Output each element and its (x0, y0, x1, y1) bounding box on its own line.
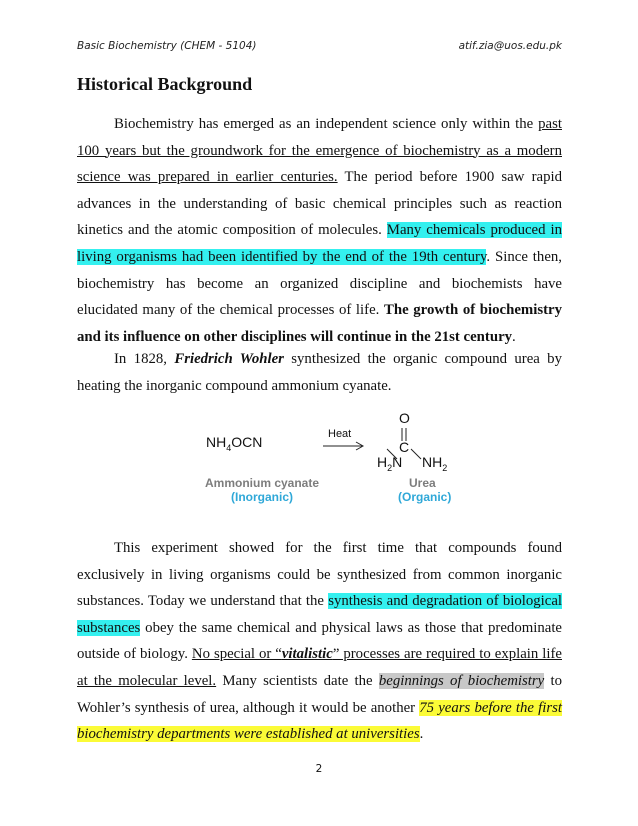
header-course-title: Basic Biochemistry (CHEM - 5104) (77, 40, 257, 52)
exp-text-1: This experiment showed for the first time that compounds found exclusively in living organisms could be synthesized from common inorganic substances. Today we understand that the (77, 540, 562, 610)
paragraph-wohler (77, 346, 562, 399)
highlight-19th-century: Many chemicals produced in living organisms had been identified by the end of the 19th century (77, 222, 562, 265)
paragraph-intro (77, 111, 562, 350)
header-email: atif.zia@uos.edu.pk (458, 40, 562, 52)
scientist-name: Friedrich Wohler (174, 351, 284, 367)
reactant-formula: $NH_4OCN$ (206, 434, 263, 453)
highlight-75-years: 75 years before the first biochemistry departments were established at universities (77, 699, 562, 743)
wohler-text-1: In 1828, (114, 351, 175, 367)
exp-text-2: obey the same chemical and physical laws as those that predominate outside of biology. (77, 619, 562, 663)
product-name: Urea (409, 476, 436, 490)
exp-text-3: Many scientists date the (216, 672, 379, 689)
exp-text-4: to Wohler’s synthesis of urea, although it would be another (77, 672, 563, 716)
intro-text-3: . Since then, biochemistry has become an organized discipline and biochemists have elucidated many of the chemical processes of life. (77, 248, 562, 319)
underlined-vitalistic: No special or “vitalistic” processes are required to explain life at the molecular level. (77, 646, 562, 689)
reactant-class: (Inorganic) (231, 490, 293, 504)
intro-text-4: . (512, 328, 516, 345)
bold-21st-century: The growth of biochemistry and its influence on other disciplines will continue in the 21st century (77, 302, 562, 345)
amine-left: $H_2N$ (377, 454, 403, 473)
section-heading: Historical Background (77, 74, 253, 94)
product-class: (Organic) (398, 490, 452, 504)
carbon-atom: C (399, 439, 410, 455)
underlined-groundwork: past 100 years but the groundwork for the emergence of biochemistry as a modern science was prepared in earlier centuries. (77, 116, 562, 186)
reactant-name: Ammonium cyanate (205, 476, 320, 490)
page-number: 2 (315, 763, 323, 775)
intro-text-2: The period before 1900 saw rapid advances in the understanding of basic chemical principles such as reaction kinetics and the atomic composition of molecules. (77, 169, 562, 239)
highlight-synthesis: synthesis and degradation of biological substances (77, 593, 563, 636)
arrow-label-heat: Heat (328, 428, 352, 440)
highlight-beginnings: beginnings of biochemistry (378, 672, 545, 689)
wohler-text-2: synthesized the organic compound urea by heating the inorganic compound ammonium cyanate. (77, 351, 562, 394)
amine-right: $NH_2$ (422, 454, 448, 473)
intro-text-1: Biochemistry has emerged as an independent science only within the (114, 116, 539, 132)
oxygen-atom: O (399, 410, 410, 426)
reaction-arrow-icon (322, 441, 366, 451)
exp-text-5: . (419, 726, 424, 743)
paragraph-experiment (77, 535, 562, 748)
